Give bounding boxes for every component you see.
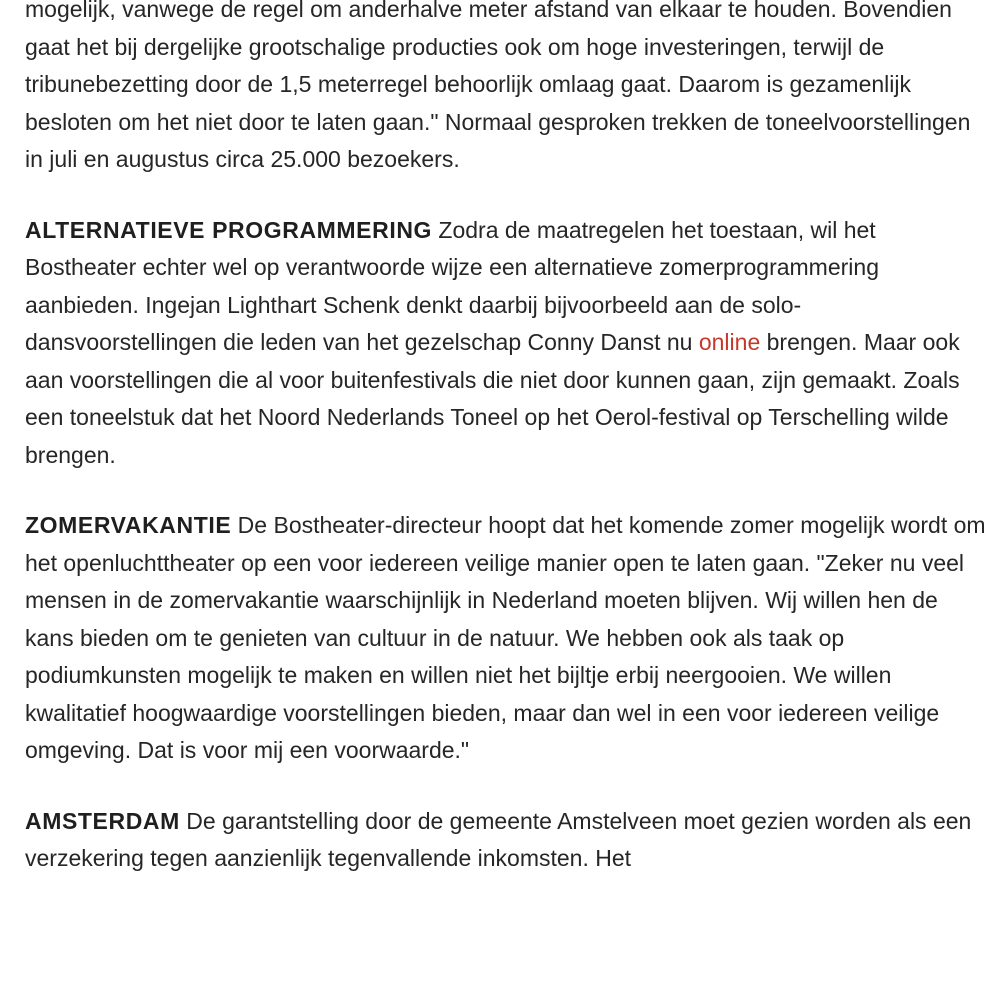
link-online[interactable]: online: [698, 329, 761, 355]
paragraph-text: Zodra de maatregelen het toestaan, wil het Bostheater echter wel op verantwoorde wijze een alternatieve zomerprogrammering aanbieden. Ingejan Lighthart Schenk denkt daarbij bijvoorbeeld aan de solo-dansvoorstellingen die leden van het gezelschap Conny Danst nu: [25, 216, 879, 355]
paragraph-text: De garantstelling door de gemeente Amstelveen moet gezien worden als een verzekering tegen aanzienlijk tegenvallende inkomsten. Het: [25, 807, 972, 871]
paragraph-intro: [25, 0, 990, 179]
section-kicker-amsterdam: AMSTERDAM: [25, 807, 180, 834]
paragraph-text: mogelijk, vanwege de regel om anderhalve meter afstand van elkaar te houden. Bovendien gaat het bij dergelijke grootschalige producties ook om hoge investeringen, terwijl de tribunebezetting door de 1,5 meterregel behoorlijk omlaag gaat. Daarom is gezamenlijk besloten om het niet door te laten gaan." Normaal gesproken trekken de toneelvoorstellingen in juli en augustus circa 25.000 bezoekers.: [25, 0, 971, 172]
paragraph-amsterdam: [25, 803, 990, 878]
paragraph-text: De Bostheater-directeur hoopt dat het komende zomer mogelijk wordt om het openluchttheater op een voor iedereen veilige manier open te laten gaan. "Zeker nu veel mensen in de zomervakantie waarschijnlijk in Nederland moeten blijven. Wij willen hen de kans bieden om te genieten van cultuur in de natuur. We hebben ook als taak op podiumkunsten mogelijk te maken en willen niet het bijltje erbij neergooien. We willen kwalitatief hoogwaardige voorstellingen bieden, maar dan wel in een voor iedereen veilige omgeving. Dat is voor mij een voorwaarde.": [25, 512, 986, 763]
paragraph-text: brengen. Maar ook aan voorstellingen die al voor buitenfestivals die niet door kunnen gaan, zijn gemaakt. Zoals een toneelstuk dat het Noord Nederlands Toneel op het Oerol-festival op Terschelling wilde brengen.: [25, 329, 960, 468]
paragraph-zomervakantie: [25, 507, 990, 770]
paragraph-alternatieve-programmering: [25, 212, 990, 475]
section-kicker-zomervakantie: ZOMERVAKANTIE: [25, 512, 232, 538]
section-kicker-alternatieve-programmering: ALTERNATIEVE PROGRAMMERING: [25, 216, 433, 243]
